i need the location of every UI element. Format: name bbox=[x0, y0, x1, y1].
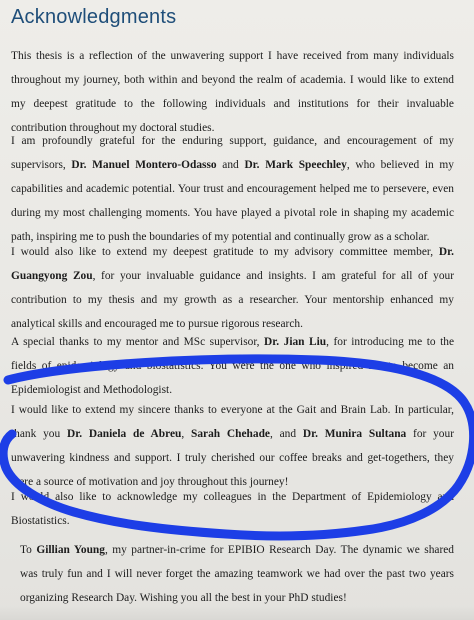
paragraph-committee: I would also like to extend my deepest gratitude to my advisory committee member, Dr. Guangyong Zou, for your invaluable guidance and insights. I am grateful for all of your contribution to my thesis and my growth as a researcher. Your mentorship enhanced my analytical skills and encouraged me to pursue rigorous research. bbox=[11, 246, 455, 330]
page-title: Acknowledgments bbox=[11, 6, 177, 28]
mentor-name: Dr. Jian Liu bbox=[264, 336, 327, 348]
committee-member-name: Dr. Guangyong Zou bbox=[11, 246, 454, 282]
paragraph-intro: This thesis is a reflection of the unwavering support I have received from many individuals throughout my journey, both within and beyond the realm of academia. I would like to extend my deepest gratitude to the following individuals and institutions for their invaluable contribution throughout my doctoral studies. bbox=[11, 50, 454, 134]
page-bottom-edge bbox=[0, 606, 474, 620]
supervisor-name-2: Dr. Mark Speechley bbox=[244, 159, 347, 171]
supervisor-name-1: Dr. Manuel Montero-Odasso bbox=[71, 159, 217, 171]
lab-member-name-2: Sarah Chehade bbox=[191, 428, 270, 440]
paragraph-colleagues: I would also like to acknowledge my colleagues in the Department of Epidemiology and Biostatistics. bbox=[11, 491, 454, 527]
paragraph-research-day: To Gillian Young, my partner-in-crime for EPIBIO Research Day. The dynamic we shared was truly fun and I will never forget the amazing teamwork we had over the past two years organizing Research Day. Wishing you all the best in your PhD studies! bbox=[20, 544, 454, 604]
paragraph-mentor: A special thanks to my mentor and MSc supervisor, Dr. Jian Liu, for introducing me to the fields of epidemiology and biostatistics. You were the one who inspired me to become an Epidemiologist and Methodologist. bbox=[11, 336, 454, 396]
paragraph-lab: I would like to extend my sincere thanks to everyone at the Gait and Brain Lab. In particular, thank you Dr. Daniela de Abreu, Sarah Chehade, and Dr. Munira Sultana for your unwavering kindness and support. I truly cherished our coffee breaks and get-togethers, they were a source of motivation and joy throughout this journey! bbox=[11, 404, 454, 488]
colleague-name: Gillian Young bbox=[36, 544, 105, 556]
lab-member-name-1: Dr. Daniela de Abreu bbox=[66, 428, 182, 440]
paragraph-supervisors: I am profoundly grateful for the enduring support, guidance, and encouragement of my supervisors, Dr. Manuel Montero-Odasso and Dr. Mark Speechley, who believed in my capabilities and academic potential. Your trust and encouragement helped me to persevere, even during my most challenging moments. You have played a pivotal role in shaping my academic path, inspiring me to push the boundaries of my potential and continually grow as a scholar. bbox=[11, 135, 454, 243]
lab-member-name-3: Dr. Munira Sultana bbox=[302, 428, 407, 440]
